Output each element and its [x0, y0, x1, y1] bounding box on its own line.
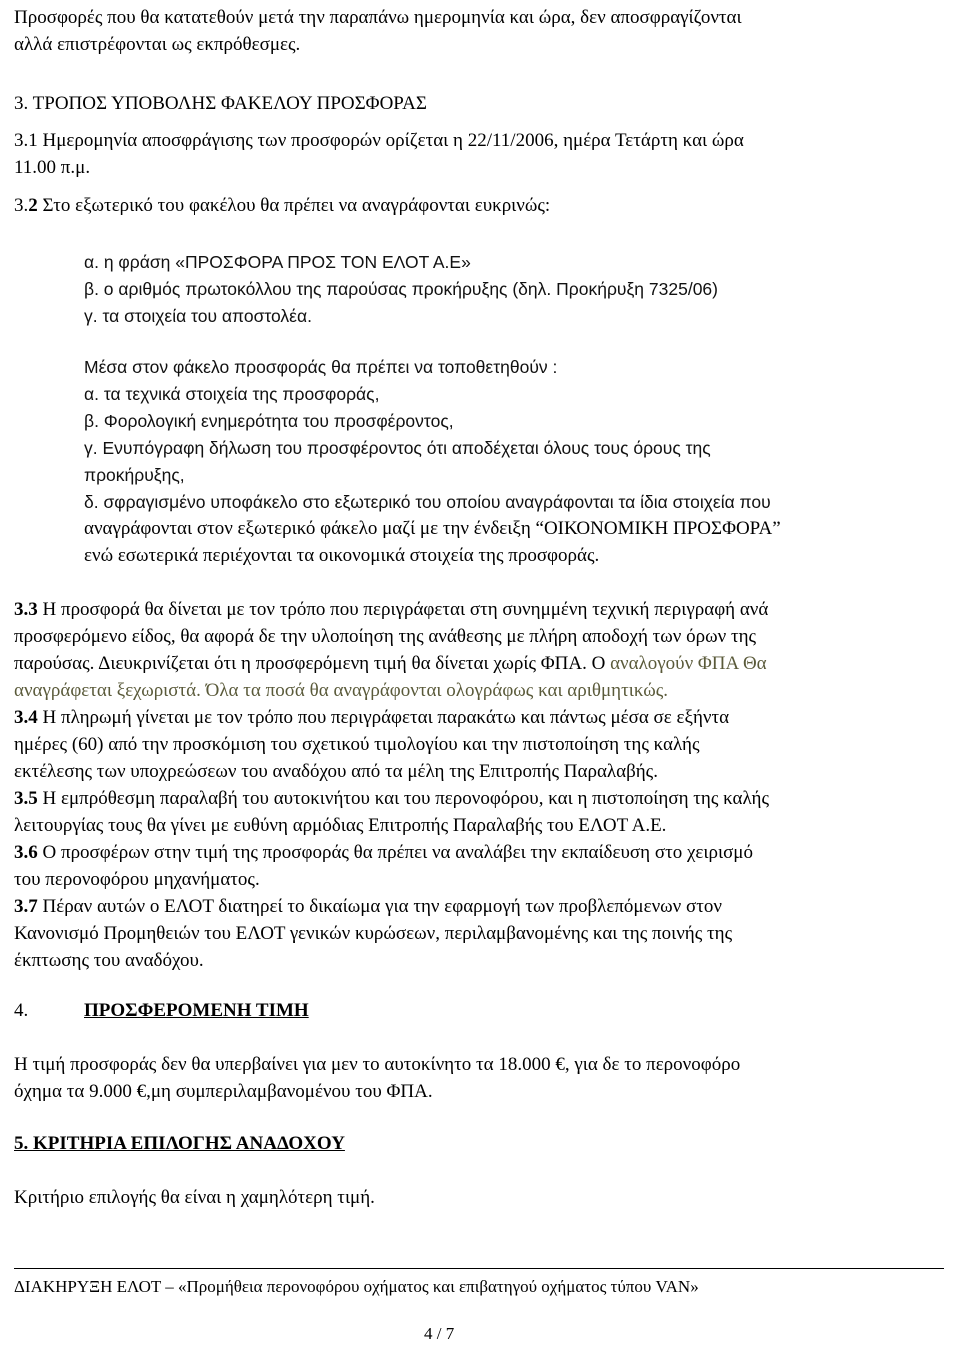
envelope-contents-intro: Μέσα στον φάκελο προσφοράς θα πρέπει να τοποθετηθούν :	[84, 357, 558, 377]
list-item: προκήρυξης,	[84, 465, 185, 485]
intro-line: αλλά επιστρέφονται ως εκπρόθεσμες.	[14, 34, 301, 55]
paragraph-3-6: 3.6 Ο προσφέρων στην τιμή της προσφοράς θα πρέπει να αναλάβει την εκπαίδευση στο χειρισμό	[14, 842, 753, 863]
list-item: γ. Ενυπόγραφη δήλωση του προσφέροντος ότι αποδέχεται όλους τους όρους της	[84, 438, 711, 458]
list-item: α. η φράση «ΠΡΟΣΦΟΡΑ ΠΡΟΣ ΤΟΝ ΕΛΟΤ Α.Ε»	[84, 252, 471, 272]
section-3-heading: 3. ΤΡΟΠΟΣ ΥΠΟΒΟΛΗΣ ΦΑΚΕΛΟΥ ΠΡΟΣΦΟΡΑΣ	[14, 93, 427, 114]
highlighted-text: αναλογούν ΦΠΑ Θα	[610, 653, 767, 674]
paragraph-3-3: παρούσας. Διευκρινίζεται ότι η προσφερόμενη τιμή θα δίνεται χωρίς ΦΠΑ. Ο αναλογούν ΦΠΑ Θα	[14, 653, 767, 674]
footer-divider	[14, 1268, 944, 1269]
paragraph-3-4: εκτέλεσης των υποχρεώσεων του αναδόχου από τα μέλη της Επιτροπής Παραλαβής.	[14, 761, 658, 782]
paragraph-3-4: 3.4 Η πληρωμή γίνεται με τον τρόπο που περιγράφεται παρακάτω και πάντως μέσα σε εξήντα	[14, 707, 730, 728]
paragraph-3-3: αναγράφεται ξεχωριστά. Όλα τα ποσά θα αναγράφονται ολογράφως και αριθμητικώς.	[14, 680, 669, 701]
criteria-paragraph: Κριτήριο επιλογής θα είναι η χαμηλότερη τιμή.	[14, 1187, 375, 1208]
page-number: 4 / 7	[424, 1324, 455, 1343]
paragraph-3-5: 3.5 Η εμπρόθεσμη παραλαβή του αυτοκινήτου και του περονοφόρου, και η πιστοποίηση της καλής	[14, 788, 769, 809]
footer-title: ΔΙΑΚΗΡΥΞΗ ΕΛΟΤ – «Προμήθεια περονοφόρου οχήματος και επιβατηγού οχήματος τύπου VAN»	[14, 1277, 699, 1296]
list-item: β. Φορολογική ενημερότητα του προσφέροντος,	[84, 411, 454, 431]
paragraph-3-1: 3.1 Ημερομηνία αποσφράγισης των προσφορών ορίζεται η 22/11/2006, ημέρα Τετάρτη και ώρα	[14, 130, 744, 151]
intro-line: Προσφορές που θα κατατεθούν μετά την παραπάνω ημερομηνία και ώρα, δεν αποσφραγίζονται	[14, 7, 742, 28]
list-item: γ. τα στοιχεία του αποστολέα.	[84, 306, 312, 326]
list-item: δ. σφραγισμένο υποφάκελο στο εξωτερικό του οποίου αναγράφονται τα ίδια στοιχεία που	[84, 492, 771, 512]
paragraph-3-3: προσφερόμενο είδος, θα αφορά δε την υλοποίηση της ανάθεσης με πλήρη αποδοχή των όρων της	[14, 626, 757, 647]
price-paragraph: όχημα τα 9.000 €,μη συμπεριλαμβανομένου του ΦΠΑ.	[14, 1081, 433, 1102]
paragraph-3-7: Κανονισμό Προμηθειών του ΕΛΟΤ γενικών κυρώσεων, περιλαμβανομένης και της ποινής της	[14, 923, 733, 944]
paragraph-3-6: του περονοφόρου μηχανήματος.	[14, 869, 260, 890]
paragraph-3-7: 3.7 Πέραν αυτών ο ΕΛΟΤ διατηρεί το δικαίωμα για την εφαρμογή των προβλεπόμενων στον	[14, 896, 722, 917]
paragraph-3-2: 3.2 Στο εξωτερικό του φακέλου θα πρέπει να αναγράφονται ευκρινώς:	[14, 195, 551, 216]
paragraph-number: 2	[28, 195, 38, 216]
list-item: ενώ εσωτερικά περιέχονται τα οικονομικά στοιχεία της προσφοράς.	[84, 545, 600, 566]
section-5-heading: 5. ΚΡΙΤΗΡΙΑ ΕΠΙΛΟΓΗΣ ΑΝΑΔΟΧΟΥ	[14, 1133, 345, 1154]
paragraph-3-3: 3.3 Η προσφορά θα δίνεται με τον τρόπο που περιγράφεται στη συνημμένη τεχνική περιγραφή ανά	[14, 599, 769, 620]
section-4-heading: ΠΡΟΣΦΕΡΟΜΕΝΗ ΤΙΜΗ	[84, 1000, 309, 1021]
list-item: αναγράφονται στον εξωτερικό φάκελο μαζί με την ένδειξη “ΟΙΚΟΝΟΜΙΚΗ ΠΡΟΣΦΟΡΑ”	[84, 518, 781, 539]
price-paragraph: Η τιμή προσφοράς δεν θα υπερβαίνει για μεν το αυτοκίνητο τα 18.000 €, για δε το περονοφόρο	[14, 1054, 741, 1075]
paragraph-3-4: ημέρες (60) από την προσκόμιση του σχετικού τιμολογίου και την πιστοποίηση της καλής	[14, 734, 700, 755]
list-item: α. τα τεχνικά στοιχεία της προσφοράς,	[84, 384, 380, 404]
paragraph-3-1: 11.00 π.μ.	[14, 157, 91, 178]
paragraph-3-5: λειτουργίας τους θα γίνει με ευθύνη αρμόδιας Επιτροπής Παραλαβής του ΕΛΟΤ Α.Ε.	[14, 815, 667, 836]
list-item: β. ο αριθμός πρωτοκόλλου της παρούσας προκήρυξης (δηλ. Προκήρυξη 7325/06)	[84, 279, 718, 299]
section-4-number: 4.	[14, 1000, 29, 1021]
paragraph-3-7: έκπτωσης του αναδόχου.	[14, 950, 204, 971]
